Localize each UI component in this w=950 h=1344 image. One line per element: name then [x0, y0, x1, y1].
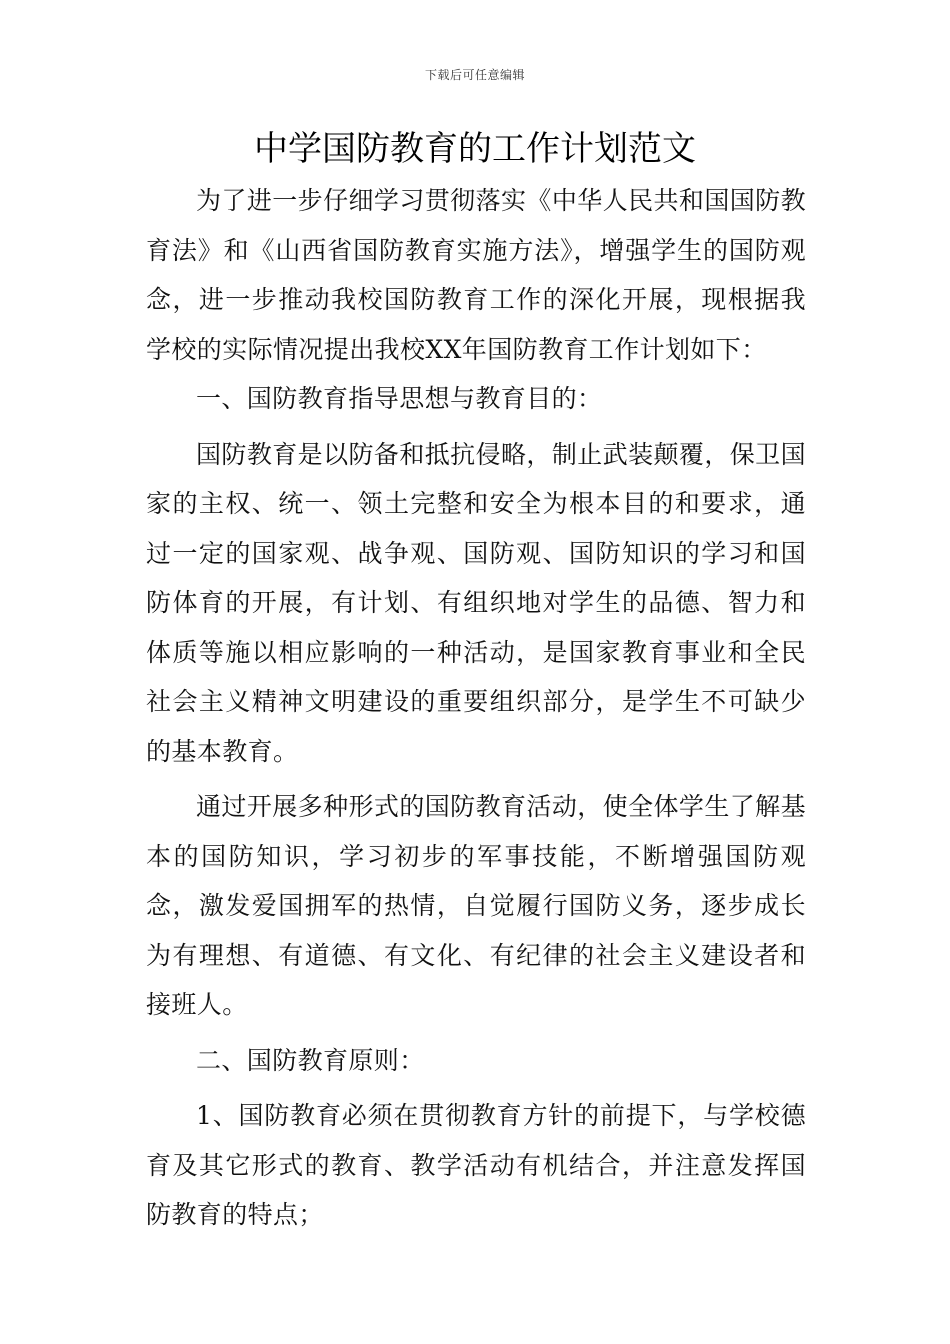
paragraph-goals: 通过开展多种形式的国防教育活动，使全体学生了解基本的国防知识，学习初步的军事技能，不断增强国防观念，激发爱国拥军的热情，自觉履行国防义务，逐步成长为有理想、有道德、有文化、有纪律的社会主义建设者和接班人。	[146, 792, 806, 1019]
paragraph-principle-1: 1、国防教育必须在贯彻教育方针的前提下，与学校德育及其它形式的教育、教学活动有机结合，并注意发挥国防教育的特点；	[146, 1101, 806, 1229]
section-heading-1: 一、国防教育指导思想与教育目的：	[196, 384, 603, 413]
header-note: 下载后可任意编辑	[424, 68, 525, 82]
section-heading-2: 二、国防教育原则：	[196, 1045, 425, 1075]
paragraph-intro: 为了进一步仔细学习贯彻落实《中华人民共和国国防教育法》和《山西省国防教育实施方法》，增强学生的国防观念，进一步推动我校国防教育工作的深化开展，现根据我学校的实际情况提出我校XX年国防教育工作计划如下：	[146, 186, 806, 364]
document-title: 中学国防教育的工作计划范文	[254, 129, 696, 169]
paragraph-definition: 国防教育是以防备和抵抗侵略，制止武装颠覆，保卫国家的主权、统一、领土完整和安全为根本目的和要求，通过一定的国家观、战争观、国防观、国防知识的学习和国防体育的开展，有计划、有组织地对学生的品德、智力和体质等施以相应影响的一种活动，是国家教育事业和全民社会主义精神文明建设的重要组织部分，是学生不可缺少的基本教育。	[146, 439, 806, 766]
document-body	[146, 176, 806, 1240]
